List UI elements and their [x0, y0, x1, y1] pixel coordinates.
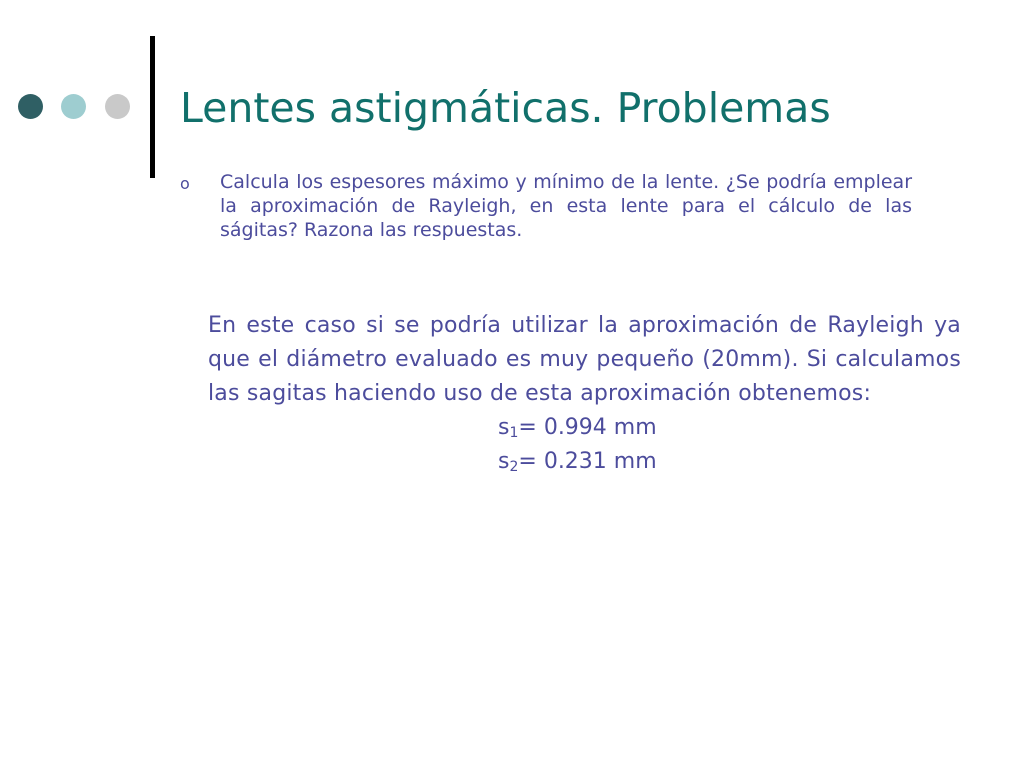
question-bullet	[180, 170, 912, 242]
answer-block	[208, 309, 961, 479]
result-s1	[498, 411, 961, 445]
result-subscript: 1	[509, 425, 519, 441]
title-divider-line	[150, 36, 155, 178]
result-s2	[498, 445, 961, 479]
question-text: Calcula los espesores máximo y mínimo de la lente. ¿Se podría emplear la aproximación de Rayleigh, en esta lente para el cálculo de las ságitas? Razona las respuestas.	[220, 171, 912, 241]
decorative-dot-gray	[105, 94, 130, 119]
result-symbol: s	[498, 449, 510, 474]
answer-paragraph: En este caso si se podría utilizar la aproximación de Rayleigh ya que el diámetro evaluado es muy pequeño (20mm). Si calculamos las sagitas haciendo uso de esta aproximación obtenemos:	[208, 313, 961, 406]
result-symbol: s	[498, 415, 510, 440]
result-value: = 0.994 mm	[518, 415, 657, 440]
decorative-dot-dark	[18, 94, 43, 119]
bullet-marker: o	[180, 174, 190, 193]
slide-title: Lentes astigmáticas. Problemas	[180, 84, 831, 132]
result-subscript: 2	[509, 459, 519, 475]
decorative-dot-teal	[61, 94, 86, 119]
result-value: = 0.231 mm	[518, 449, 657, 474]
